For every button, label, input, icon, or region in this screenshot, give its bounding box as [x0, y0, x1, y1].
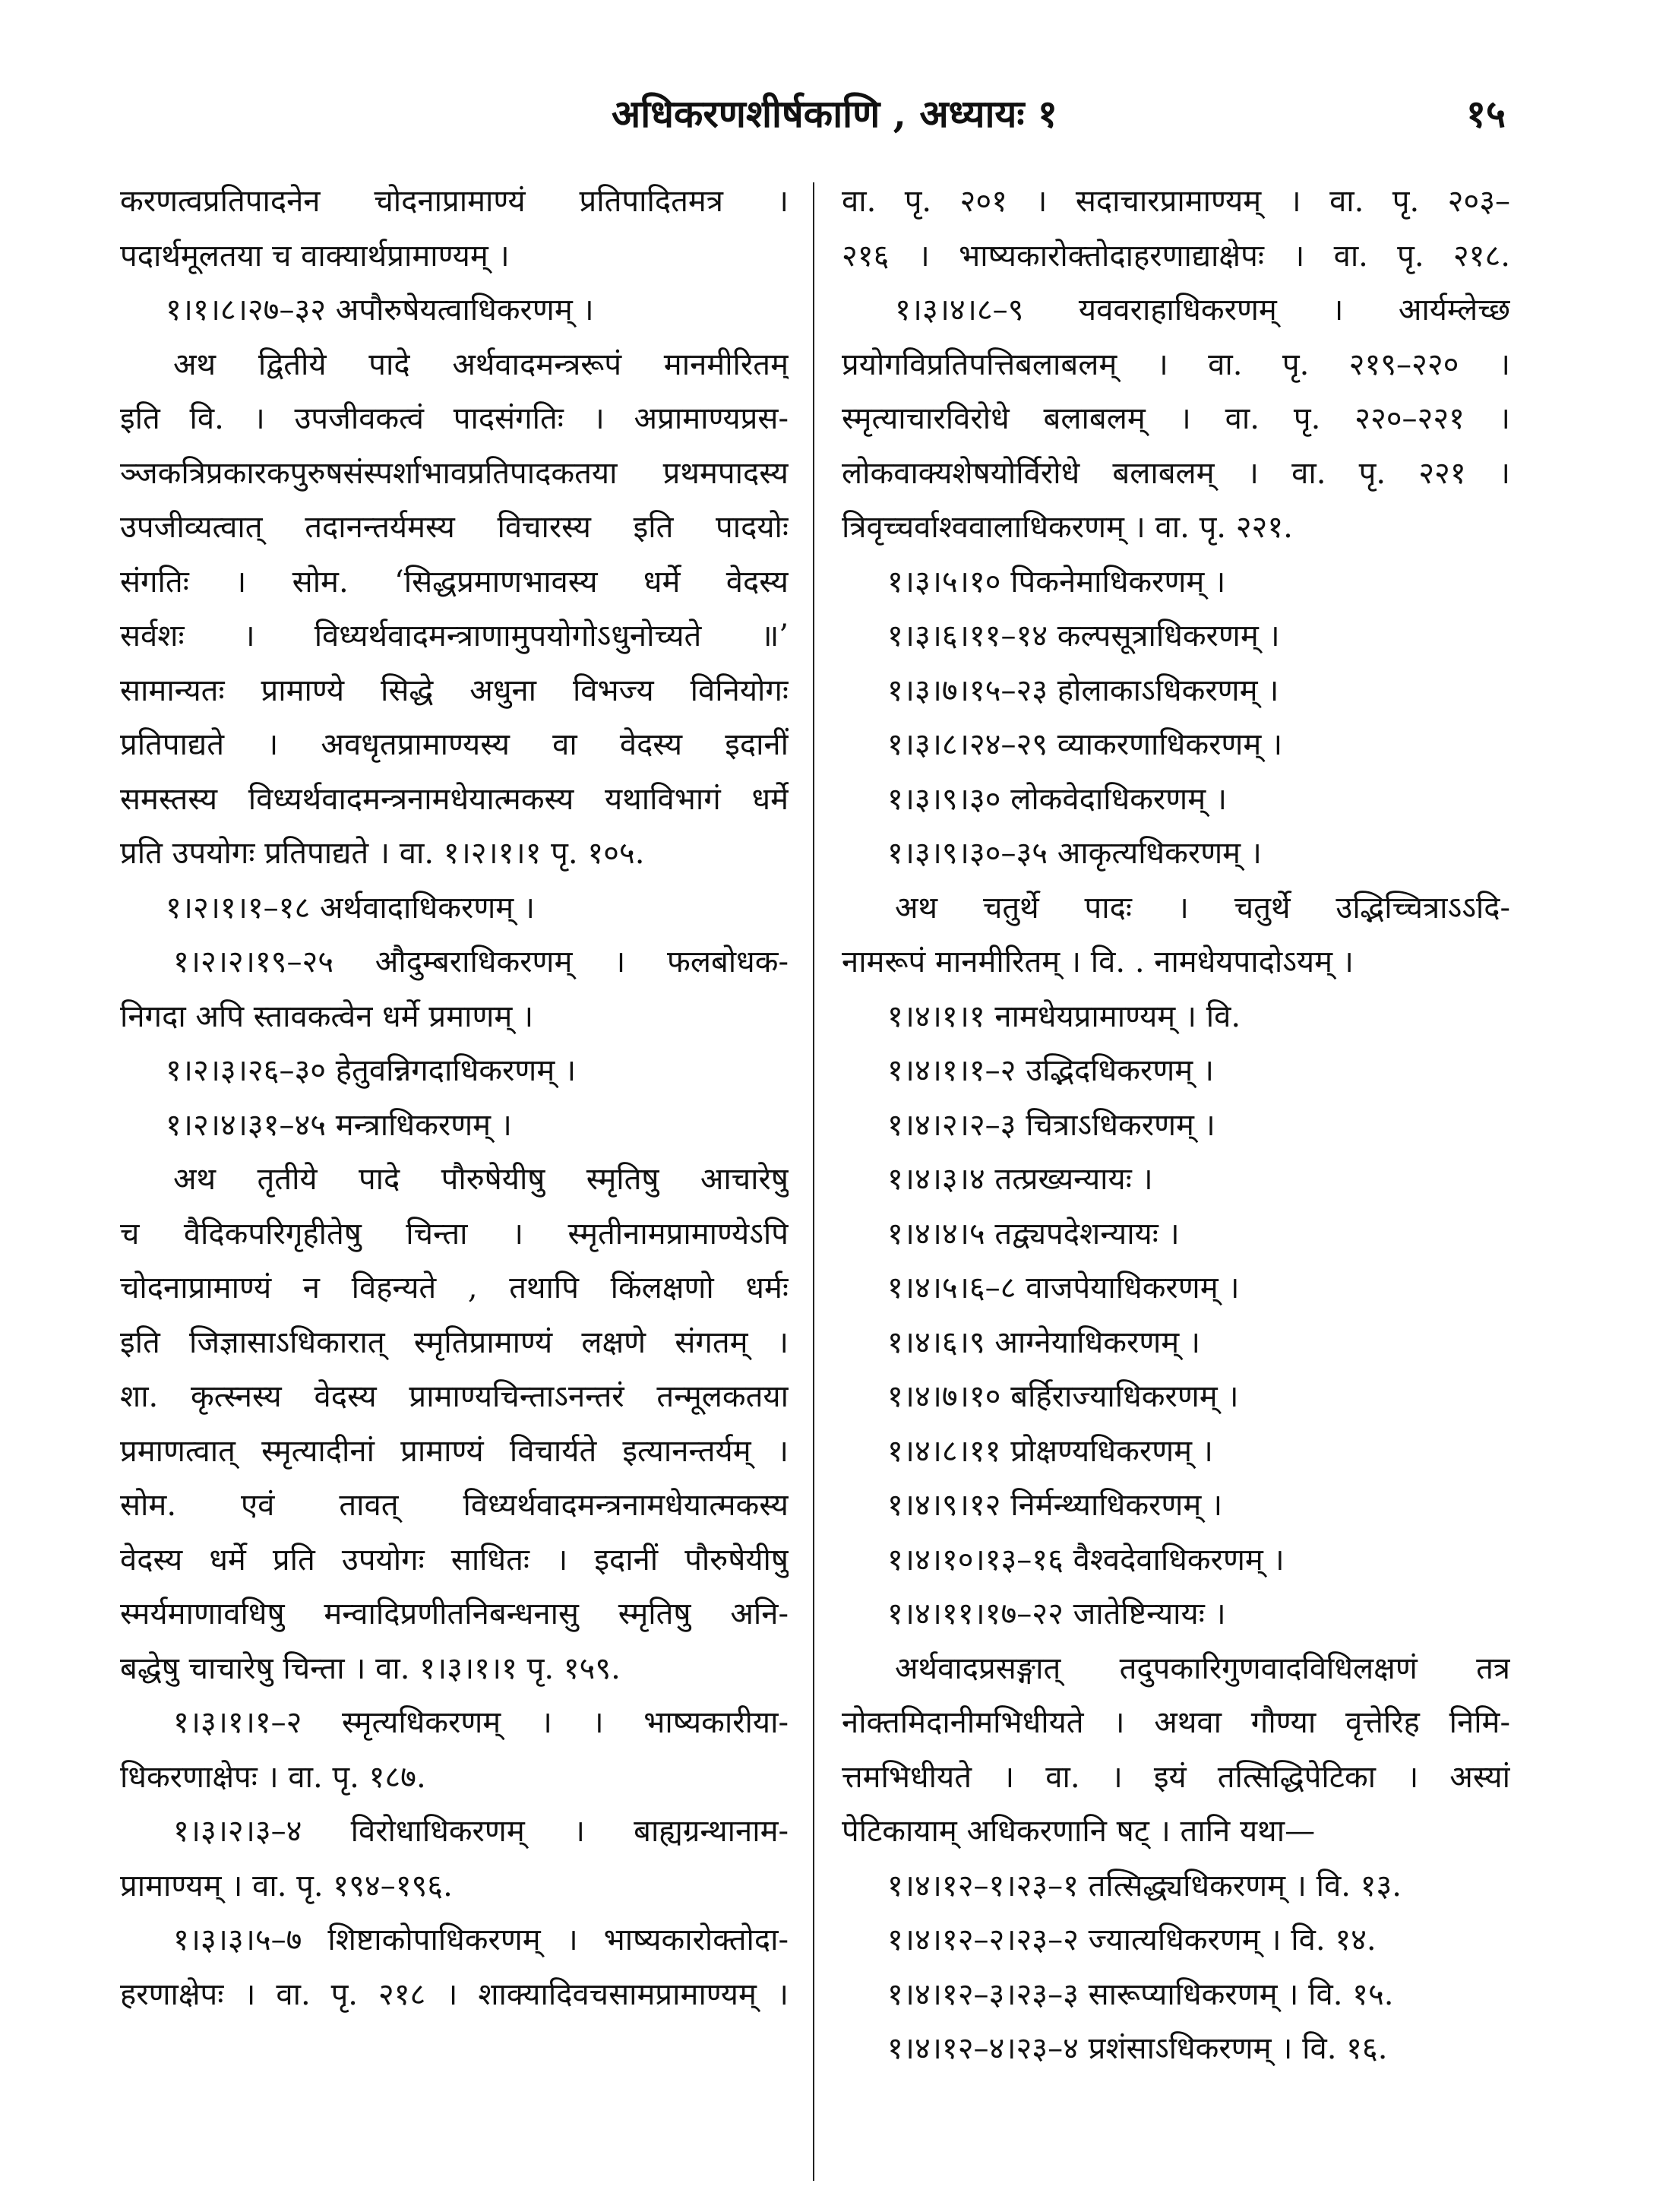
adhikarana-heading: १।३।९।३०–३५ आकृत्यधिकरणम् ।: [887, 836, 1262, 871]
adhikarana-heading: १।४।७।१० बर्हिराज्याधिकरणम् ।: [887, 1379, 1239, 1414]
text-line: पदार्थमूलतया च वाक्यार्थप्रामाण्यम् ।: [120, 238, 510, 274]
text-line: करणत्वप्रतिपादनेन चोदनाप्रामाण्यं प्रतिपादितमत्र ।: [120, 184, 789, 219]
text-line: धिकरणाक्षेपः । वा. पृ. १८७.: [120, 1759, 426, 1795]
page-number: १५: [1466, 91, 1506, 136]
text-line: चोदनाप्रामाण्यं न विहन्यते , तथापि किंलक्षणो धर्मः: [120, 1271, 789, 1305]
text-line: १।३।१।१–२ स्मृत्यधिकरणम् । । भाष्यकारीया-: [173, 1705, 789, 1740]
text-line: १।३।२।३–४ विरोधाधिकरणम् । बाह्यग्रन्थानाम-: [173, 1814, 789, 1849]
adhikarana-heading: १।३।७।१५–२३ होलाकाऽधिकरणम् ।: [887, 672, 1279, 708]
text-line: त्तमभिधीयते । वा. । इयं तत्सिद्धिपेटिका । अस्यां: [842, 1759, 1510, 1795]
text-line: अर्थवादप्रसङ्गात् तदुपकारिगुणवादविधिलक्षणं तत्र: [895, 1650, 1510, 1686]
text-line: प्रतिपाद्यते । अवधृतप्रामाण्यस्य वा वेदस्य इदानीं: [120, 727, 789, 762]
adhikarana-heading: १।४।६।९ आग्नेयाधिकरणम् ।: [887, 1324, 1201, 1360]
text-line: लोकवाक्यशेषयोर्विरोधे बलाबलम् । वा. पृ. २२१ ।: [842, 455, 1510, 491]
text-line: समस्तस्य विध्यर्थवादमन्त्रनामधेयात्मकस्य यथाविभागं धर्मे: [120, 781, 789, 817]
adhikarana-heading: १।४।१।१–२ उद्भिदधिकरणम् ।: [887, 1053, 1215, 1088]
adhikarana-heading: १।४।४।५ तद्व्यपदेशन्यायः ।: [887, 1216, 1180, 1252]
adhikarana-heading: १।४।५।६–८ वाजपेयाधिकरणम् ।: [887, 1271, 1240, 1305]
text-line: सर्वशः । विध्यर्थवादमन्त्राणामुपयोगोऽधुनोच्यते ॥’: [120, 619, 789, 653]
text-line: संगतिः । सोम. ‘सिद्धप्रमाणभावस्य धर्मे वेदस्य: [120, 564, 789, 600]
text-line: सामान्यतः प्रामाण्ये सिद्धे अधुना विभज्य विनियोगः: [120, 672, 789, 708]
text-line: नामरूपं मानमीरितम् । वि. . नामधेयपादोऽयम् ।: [842, 945, 1354, 979]
text-line: वेदस्य धर्मे प्रति उपयोगः साधितः । इदानीं पौरुषेयीषु: [120, 1542, 789, 1578]
adhikarana-heading: १।३।९।३० लोकवेदाधिकरणम् ।: [887, 781, 1227, 817]
text-line: त्रिवृच्चर्वाश्ववालाधिकरणम् । वा. पृ. २२१.: [842, 510, 1293, 545]
running-head-title: अधिकरणशीर्षकाणि , अध्यायः १: [612, 91, 1057, 136]
text-line: प्रामाण्यम् । वा. पृ. १९४–१९६.: [120, 1868, 453, 1903]
text-line: प्रमाणत्वात् स्मृत्यादीनां प्रामाण्यं विचार्यते इत्यानन्तर्यम् ।: [120, 1433, 789, 1469]
text-line: च वैदिकपरिगृहीतेषु चिन्ता । स्मृतीनामप्रामाण्येऽपि: [120, 1216, 789, 1252]
adhikarana-heading: १।४।१२–१।२३–१ तत्सिद्ध्यधिकरणम् । वि. १३.: [887, 1868, 1402, 1903]
adhikarana-heading: १।४।२।२–३ चित्राऽधिकरणम् ।: [887, 1107, 1215, 1143]
adhikarana-heading: १।३।५।१० पिकनेमाधिकरणम् ।: [887, 564, 1226, 600]
text-line: स्मर्यमाणावधिषु मन्वादिप्रणीतनिबन्धनासु स्मृतिषु अनि-: [120, 1597, 789, 1631]
text-line: अथ चतुर्थे पादः । चतुर्थे उद्भिच्चित्राऽऽदि-: [895, 890, 1510, 926]
adhikarana-heading: १।१।८।२७–३२ अपौरुषेयत्वाधिकरणम् ।: [166, 293, 594, 328]
text-line: स्मृत्याचारविरोधे बलाबलम् । वा. पृ. २२०–२२१ ।: [842, 401, 1510, 436]
right-column: [842, 175, 1510, 2182]
text-line: उपजीव्यत्वात् तदानन्तर्यमस्य विचारस्य इति पादयोः: [120, 510, 789, 545]
text-line: प्रयोगविप्रतिपत्तिबलाबलम् । वा. पृ. २१९–२२० ।: [842, 347, 1510, 382]
adhikarana-heading: १।४।१।१ नामधेयप्रामाण्यम् । वि.: [887, 998, 1241, 1034]
text-line: हरणाक्षेपः । वा. पृ. २१८ । शाक्यादिवचसामप्रामाण्यम् ।: [120, 1976, 789, 2012]
adhikarana-heading: १।३।८।२४–२९ व्याकरणाधिकरणम् ।: [887, 727, 1283, 762]
adhikarana-heading: १।४।३।४ तत्प्रख्यन्यायः ।: [887, 1162, 1153, 1197]
adhikarana-heading: १।२।४।३१–४५ मन्त्राधिकरणम् ।: [166, 1107, 512, 1143]
text-line: सोम. एवं तावत् विध्यर्थवादमन्त्रनामधेयात्मकस्य: [120, 1488, 789, 1523]
text-line: इति जिज्ञासाऽधिकारात् स्मृतिप्रामाण्यं लक्षणे संगतम् ।: [120, 1324, 789, 1360]
page-header: [0, 84, 1669, 144]
text-line: अथ द्वितीये पादे अर्थवादमन्त्ररूपं मानमीरितम्: [173, 347, 789, 382]
adhikarana-heading: १।४।१०।१३–१६ वैश्वदेवाधिकरणम् ।: [887, 1542, 1285, 1578]
left-column: [120, 175, 789, 2182]
adhikarana-heading: १।४।८।११ प्रोक्षण्यधिकरणम् ।: [887, 1433, 1213, 1469]
text-line: ञ्जकत्रिप्रकारकपुरुषसंस्पर्शाभावप्रतिपादकतया प्रथमपादस्य: [120, 455, 789, 491]
adhikarana-heading: १।२।१।१–१८ अर्थवादाधिकरणम् ।: [166, 890, 536, 926]
text-line: शा. कृत्स्नस्य वेदस्य प्रामाण्यचिन्ताऽनन्तरं तन्मूलकतया: [120, 1379, 789, 1414]
text-line: अथ तृतीये पादे पौरुषेयीषु स्मृतिषु आचारेषु: [173, 1162, 789, 1197]
adhikarana-heading: १।४।९।१२ निर्मन्थ्याधिकरणम् ।: [887, 1488, 1223, 1523]
adhikarana-heading: १।४।१२–३।२३–३ सारूप्याधिकरणम् । वि. १५.: [887, 1976, 1394, 2012]
text-line: २१६ । भाष्यकारोक्तोदाहरणाद्याक्षेपः । वा. पृ. २१८.: [842, 238, 1510, 274]
text-line: प्रति उपयोगः प्रतिपाद्यते । वा. १।२।१।१ पृ. १०५.: [120, 836, 645, 871]
text-line: पेटिकायाम् अधिकरणानि षट् । तानि यथा—: [842, 1814, 1316, 1849]
text-line: निगदा अपि स्तावकत्वेन धर्मे प्रमाणम् ।: [120, 998, 534, 1034]
text-line: बद्धेषु चाचारेषु चिन्ता । वा. १।३।१।१ पृ. १५९.: [120, 1650, 621, 1686]
text-line: नोक्तमिदानीमभिधीयते । अथवा गौण्या वृत्तेरिह निमि-: [842, 1705, 1510, 1740]
text-line: वा. पृ. २०१ । सदाचारप्रामाण्यम् । वा. पृ. २०३–: [842, 184, 1510, 219]
column-divider: [813, 182, 814, 2181]
adhikarana-heading: १।४।११।१७–२२ जातेष्टिन्यायः ।: [887, 1597, 1226, 1631]
adhikarana-heading: १।२।३।२६–३० हेतुवन्निगदाधिकरणम् ।: [166, 1053, 577, 1088]
text-line: इति वि. । उपजीवकत्वं पादसंगतिः । अप्रामाण्यप्रस-: [120, 401, 789, 436]
adhikarana-heading: १।४।१२–२।२३–२ ज्यात्यधिकरणम् । वि. १४.: [887, 1922, 1377, 1957]
text-line: १।३।४।८–९ यववराहाधिकरणम् । आर्यम्लेच्छ: [895, 293, 1510, 328]
adhikarana-heading: १।३।६।११–१४ कल्पसूत्राधिकरणम् ।: [887, 619, 1280, 653]
text-line: १।३।३।५–७ शिष्टाकोपाधिकरणम् । भाष्यकारोक्तोदा-: [173, 1922, 789, 1957]
adhikarana-heading: १।४।१२–४।२३–४ प्रशंसाऽधिकरणम् । वि. १६.: [887, 2031, 1388, 2066]
text-line: १।२।२।१९–२५ औदुम्बराधिकरणम् । फलबोधक-: [173, 945, 789, 979]
